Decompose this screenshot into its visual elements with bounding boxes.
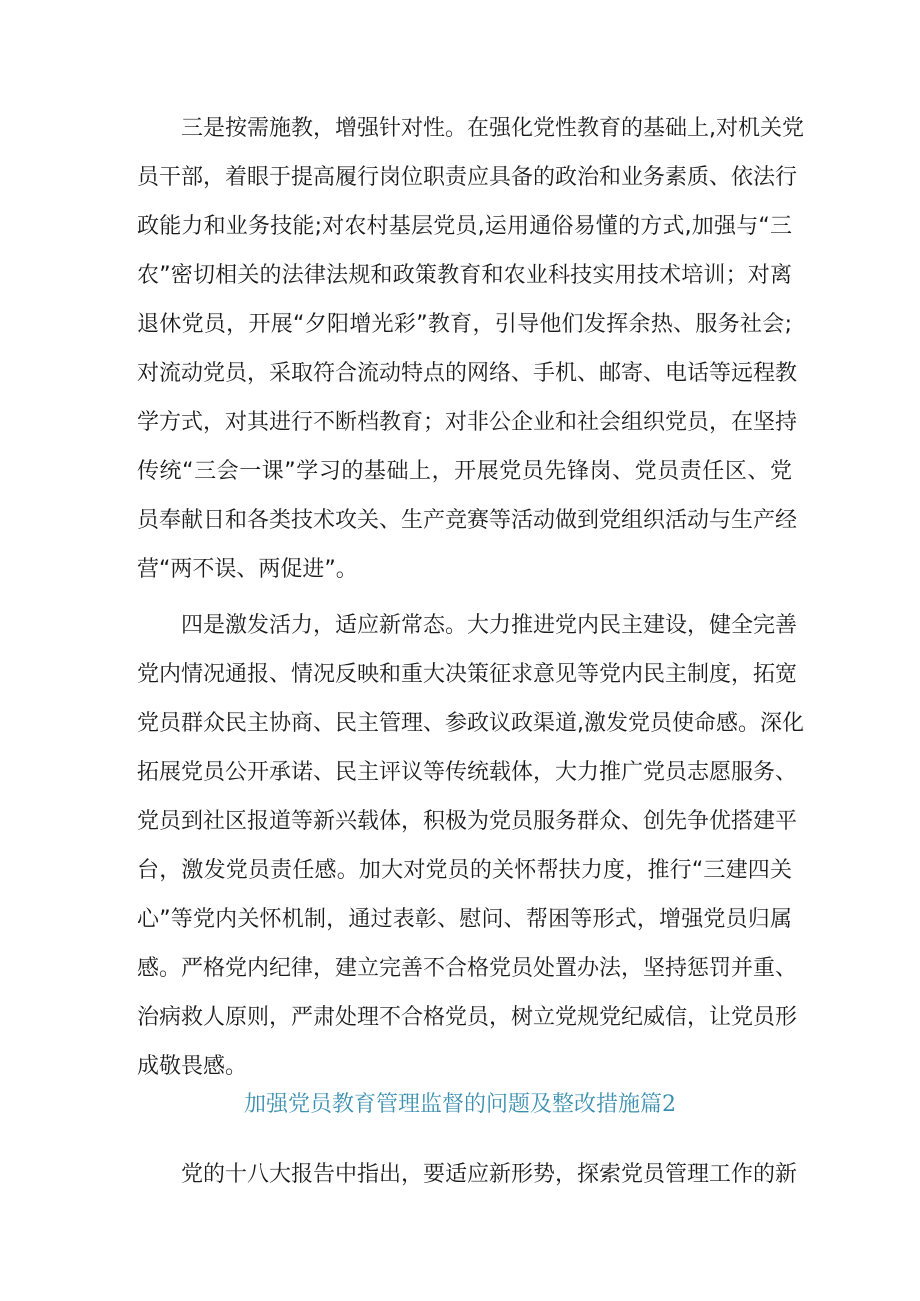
paragraph-line: 退休党员，开展“夕阳增光彩”教育，引导他们发挥余热、服务社会;: [137, 312, 792, 337]
paragraph-line: 员奉献日和各类技术攻关、生产竞赛等活动做到党组织活动与生产经: [137, 508, 798, 533]
paragraph-line: 治病救人原则，严肃处理不合格党员，树立党规党纪威信，让党员形: [137, 1005, 798, 1030]
paragraph-line: 农”密切相关的法律法规和政策教育和农业科技实用技术培训；对离: [137, 263, 792, 288]
paragraph-line: 感。严格党内纪律，建立完善不合格党员处置办法，坚持惩罚并重、: [137, 956, 798, 981]
paragraph-line: 党的十八大报告中指出，要适应新形势，探索党员管理工作的新: [181, 1162, 798, 1187]
paragraph-line: 拓展党员公开承诺、民主评议等传统载体，大力推广党员志愿服务、: [137, 760, 798, 785]
paragraph-1: [137, 104, 804, 594]
paragraph-line: 台，激发党员责任感。加大对党员的关怀帮扶力度，推行“三建四关: [137, 858, 792, 883]
paragraph-line: 员干部，着眼于提高履行岗位职责应具备的政治和业务素质、依法行: [137, 165, 798, 190]
paragraph-line: 党员群众民主协商、民主管理、参政议政渠道,激发党员使命感。深化: [137, 711, 804, 736]
paragraph-line: 党员到社区报道等新兴载体，积极为党员服务群众、创先争优搭建平: [137, 809, 798, 834]
paragraph-line: 心”等党内关怀机制，通过表彰、慰问、帮困等形式，增强党员归属: [137, 907, 792, 932]
paragraph-line: 政能力和业务技能;对农村基层党员,运用通俗易懂的方式,加强与“三: [137, 214, 792, 239]
paragraph-line: 学方式，对其进行不断档教育；对非公企业和社会组织党员，在坚持: [137, 410, 798, 435]
paragraph-3: [137, 1150, 798, 1199]
paragraph-line: 营“两不误、两促进”。: [137, 557, 358, 582]
paragraph-line: 对流动党员，采取符合流动特点的网络、手机、邮寄、电话等远程教: [137, 361, 798, 386]
section-heading: 加强党员教育管理监督的问题及整改措施篇2: [244, 1092, 676, 1117]
paragraph-line: 三是按需施教，增强针对性。在强化党性教育的基础上,对机关党: [181, 116, 804, 141]
paragraph-2: [137, 601, 804, 1091]
paragraph-line: 党内情况通报、情况反映和重大决策征求意见等党内民主制度，拓宽: [137, 662, 798, 687]
paragraph-line: 传统“三会一课”学习的基础上，开展党员先锋岗、党员责任区、党: [137, 459, 792, 484]
paragraph-line: 成敬畏感。: [137, 1054, 248, 1079]
paragraph-line: 四是激发活力，适应新常态。大力推进党内民主建设，健全完善: [181, 613, 798, 638]
